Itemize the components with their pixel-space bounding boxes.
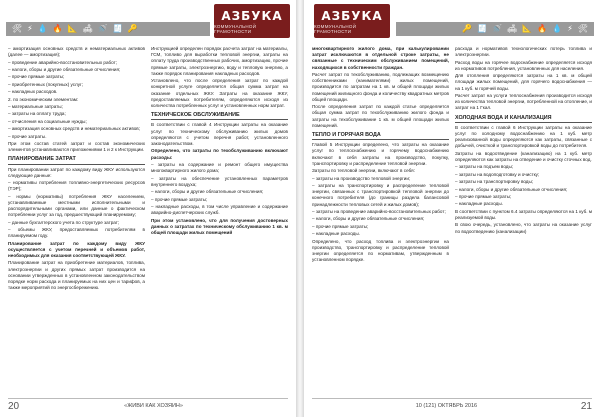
azbuka-logo-left [214, 4, 290, 38]
paragraph: – затраты на содержание и ремонт общего имущества многоквартирного жилого дома; [151, 162, 288, 174]
logo-title: АЗБУКА [221, 8, 283, 23]
azbuka-logo-right [314, 4, 390, 38]
paragraph: При планировании затрат по каждому виду ЖКУ используются следующие данные: [8, 166, 145, 178]
paragraph: Затраты по тепловой энергии, включают в себя: [312, 168, 415, 174]
utility-icon: ⚡ [567, 24, 573, 33]
paragraph: – затраты на проведение аварийно-восстановительных работ; [312, 209, 446, 214]
paragraph: – амортизация основных средств и нематериальных активов; [8, 126, 141, 132]
paragraph: В соответствии с главой 4 Инструкции затраты на оказание услуг по техническому обслуживанию жилых домов определяются с учетом перечня работ, установленного законодательством. [151, 122, 288, 147]
utility-icon: 🚿 [97, 24, 108, 33]
right-header [304, 0, 600, 42]
paragraph: – приобретенных (покупных) услуг; [8, 81, 83, 87]
paragraph: – накладные расходы. [312, 231, 360, 237]
paragraph: Планирование затрат по каждому виду ЖКУ осуществляется с учетом перечней и объемов работ, необходимых для оказания соответствующей ЖКУ. [8, 240, 145, 259]
paragraph: – затраты на транспортировку и распределение тепловой энергии, связанных с транспортировкой тепловой энергии до конечного потребителя (до границы раздела балансовой принадлежности тепловых сетей и жилых домов); [312, 183, 449, 207]
paragraph: – проведение аварийно-восстановительных работ; [8, 59, 118, 65]
right-page [304, 0, 600, 417]
paragraph: В соответствии с пунктом 6.4 затраты определяются на 1 куб. м реализуемой воды. [455, 208, 592, 220]
right-columns [312, 46, 592, 393]
utility-icon: 🧾 [112, 24, 123, 33]
utility-icon: 💧 [552, 24, 563, 33]
paragraph: – амортизация основных средств и нематериальных активов (далее — амортизация); [8, 46, 145, 58]
paragraph: – прочие прямые затраты; [312, 223, 369, 229]
section-heading: ТЕПЛО И ГОРЯЧАЯ ВОДА [312, 132, 449, 140]
page-number-left: 20 [8, 400, 20, 412]
paragraph: 2. по экономическим элементам: [8, 96, 79, 102]
paragraph: – прочие прямые затраты; [455, 193, 512, 199]
paragraph: – данные бухгалтерского учета по структуре затрат; [8, 219, 120, 225]
paragraph: Затраты на водоотведение (канализацию) на 1 куб. метр определяются как затраты на отведение и очистку сточных вод. [455, 150, 592, 162]
section-heading: ПЛАНИРОВАНИЕ ЗАТРАТ [8, 156, 145, 164]
logo-subtitle: КОММУНАЛЬНОЙ ГРАМОТНОСТИ [214, 23, 257, 34]
paragraph: – накладные расходы. [455, 201, 503, 207]
paragraph: Для отопления определяются затраты на 1 кв. м общей площади жилых помещений, для горячего водоснабжения — на 1 куб. м горячей воды. [455, 73, 592, 91]
issue-date: 10 (121) ОКТЯБРЬ 2016 [415, 403, 478, 409]
utility-icon: 🧾 [477, 24, 488, 33]
utility-icon: 🔥 [537, 24, 548, 33]
paragraph: расхода и нормативов технологических потерь топлива и электроэнергии. [455, 46, 592, 58]
paragraph: – налоги, сборы и другие обязательные отчисления; [455, 186, 568, 192]
right-column-1 [312, 46, 449, 393]
left-icon-bar [6, 22, 210, 36]
paragraph: – налоги, сборы и другие обязательные отчисления; [151, 189, 264, 195]
utility-icon: 🔑 [462, 24, 473, 33]
paragraph: – затраты на подъем воды; [455, 164, 514, 170]
utility-icon: 🔥 [52, 24, 63, 33]
paragraph: – затраты на производство тепловой энергии; [312, 175, 411, 181]
left-page [0, 0, 296, 417]
right-icon-bar [396, 22, 594, 36]
left-column-2 [151, 46, 288, 393]
section-heading: ХОЛОДНАЯ ВОДА И КАНАЛИЗАЦИЯ [455, 115, 592, 123]
paragraph: – прочие затраты. [8, 133, 47, 139]
utility-icon: 🚿 [492, 24, 503, 33]
paragraph: – отчисления на социальные нужды; [8, 118, 87, 124]
paragraph: Определено, что расход топлива и электроэнергии на производство, транспортировку и распределение тепловой энергии определяется по нормативам, утвержденным в установленном порядке. [312, 238, 449, 263]
paragraph: Планирование затрат на приобретение материалов, топлива, электроэнергии и других прямых затрат производится на основании утвержденных в установленном законодательством порядке норм расхода и планируемых на них цен и тарифов, а также мероприятий по энергосбережению. [8, 260, 145, 291]
right-column-2 [455, 46, 592, 393]
logo-subtitle: КОММУНАЛЬНОЙ ГРАМОТНОСТИ [314, 23, 357, 34]
utility-icon: 💧 [37, 24, 48, 33]
paragraph: Расчет затрат на услуги теплоснабжения производится исходя из количества тепловой энергии, потребленной на отопление, и затрат на 1 Гкал. [455, 92, 592, 111]
paragraph: При этом установлено, что для получения достоверных данных о затратах по техническому обслуживанию 1 кв. м общей площади жилых помещений [151, 217, 288, 235]
paragraph: – нормы (нормативы) потребления ЖКУ населением, устанавливаемые местными исполнительными и распорядительными органами, или данные о фактическом потреблении услуг за год, предшествующий планируемому; [8, 193, 145, 218]
paragraph: – затраты на обеспечение установленных параметров внутреннего воздуха; [151, 175, 288, 187]
section-heading: ТЕХНИЧЕСКОЕ ОБСЛУЖИВАНИЕ [151, 112, 288, 120]
utility-icon: 📐 [67, 24, 78, 33]
paragraph: – материальные затраты; [8, 103, 63, 109]
paragraph: – затраты на водоподготовку и очистку; [455, 171, 540, 177]
utility-icon: 🔑 [127, 24, 138, 33]
paragraph: – прочие прямые затраты; [151, 196, 208, 202]
paragraph: многоквартирного жилого дома, при калькулировании затрат исключаются в отдельной строке затраты, не связанные с техническим обслуживанием помещений, находящихся в собственности граждан. [312, 46, 449, 70]
paragraph: – прочие прямые затраты; [8, 74, 65, 80]
paragraph: – объемы ЖКУ, предоставляемых потребителям в планируемом году. [8, 227, 145, 239]
spine-gutter [296, 0, 304, 417]
paragraph: – затраты на транспортировку воды; [455, 179, 534, 185]
utility-icon: 🛋 [82, 24, 93, 33]
utility-icon: 🛋 [507, 24, 518, 33]
utility-icon: 🛠 [12, 24, 23, 33]
page-number-right: 21 [580, 400, 592, 412]
paragraph: В соответствии с главой 6 Инструкции затраты на оказание услуг по холодному водоснабжению на 1 куб. метр реализованной воды определяются как затраты, связанные с добычей, очисткой и транспортировкой воды до потребителя. [455, 124, 592, 149]
left-header [0, 0, 296, 42]
paragraph: – налоги, сборы и другие обязательные отчисления; [8, 66, 121, 72]
paragraph: – накладные расходы, в том числе управление и содержание аварийно-диспетчерских служб. [151, 203, 288, 216]
utility-icon: ⚡ [27, 24, 33, 33]
paragraph: Главой 5 Инструкции определено, что затраты на оказание услуг по теплоснабжению и горячему водоснабжению включают в себя затраты на производство, покупку, транспортировку и распределение тепловой энергии. [312, 142, 449, 166]
left-columns [8, 46, 288, 393]
paragraph: Инструкцией определен порядок расчета затрат на материалы, ГСМ, топливо для выработки тепловой энергии, затраты на оплату труда производственных рабочих, амортизацию, прочие прямые затраты, электроэнергию, воду и тепловую энергию, а также порядок планирования накладных расходов. [151, 46, 288, 76]
utility-icon: 📐 [522, 24, 533, 33]
left-column-1 [8, 46, 145, 393]
paragraph: Расчет затрат по техобслуживанию, подлежащих возмещению собственниками (нанимателями) жилых помещений, производится по затратам на 1 кв. м общей площади жилых помещений жилищного фонда и количеству квадратных метров общей площади. [312, 72, 449, 102]
paragraph: В свою очередь, установлено, что затраты на оказание услуг по водоотведению (канализации) [455, 222, 592, 234]
left-footer [8, 399, 288, 413]
logo-title: АЗБУКА [321, 8, 383, 23]
right-footer [312, 399, 592, 413]
paragraph: – нормативы потребления топливно-энергетических ресурсов (ТЭР); [8, 180, 145, 192]
paragraph: При этом состав статей затрат и состав экономических элементов устанавливаются приложениями 1 и 2 к Инструкции. [8, 140, 145, 153]
paragraph: Установлено, что после определения затрат по каждой конкретной услуге определяется общая сумма затрат на оказание отдельных ЖКУ. Затраты на оказание ЖКУ, предоставляемых потребителям, определяются исходя из количества потребленных услуг и установленных норм затрат. [151, 78, 288, 109]
paragraph: Расход воды на горячее водоснабжение определяется исходя из нормативов потребления, установленных для населения. [455, 59, 592, 71]
paragraph: – затраты на оплату труда; [8, 111, 66, 117]
utility-icon: 🛠 [577, 24, 588, 33]
paragraph: После определения затрат по каждой статье определяется общая сумма затрат по техобслуживанию жилого фонда и затраты на техобслуживание 1 кв. м общей площади жилых помещений. [312, 104, 449, 128]
paragraph: – накладных расходов. [8, 89, 58, 95]
paragraph: Определено, что затраты по техобслуживанию включают расходы: [151, 148, 288, 160]
magazine-title: «ЖИВИ КАК ХОЗЯИН» [124, 403, 183, 409]
paragraph: – налоги, сборы и другие обязательные отчисления; [312, 216, 425, 222]
